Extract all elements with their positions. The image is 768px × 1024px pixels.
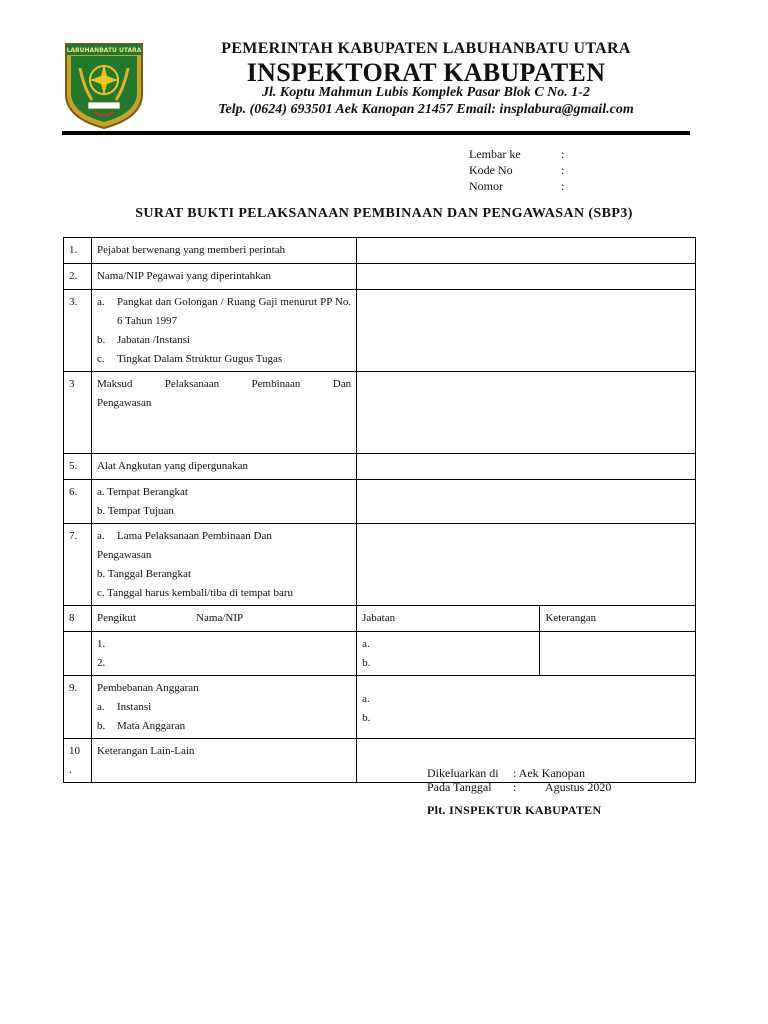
kode-sep: : (561, 163, 565, 177)
lembar-label: Lembar ke (469, 147, 521, 161)
table-row (64, 290, 696, 372)
lembar-sep: : (561, 147, 565, 161)
row-number: 8 (64, 606, 92, 632)
document-title: SURAT BUKTI PELAKSANAAN PEMBINAAN DAN PENGAWASAN (SBP3) (135, 206, 633, 221)
table-row (64, 632, 696, 676)
sub-label: Mata Anggaran (116, 720, 186, 732)
sub-label: a. Tempat Berangkat (96, 486, 188, 498)
kode-label: Kode No (469, 163, 513, 177)
value-cell[interactable] (357, 454, 696, 480)
sub-marker: b. (96, 334, 106, 346)
list-item: b. (362, 712, 371, 724)
date-label: Pada Tanggal (427, 780, 492, 794)
table-row (64, 372, 696, 454)
sub-label: Pangkat dan Golongan / Ruang Gaji menurut PP No. 6 Tahun 1997 (116, 296, 352, 327)
list-item: 2. (96, 657, 106, 669)
sub-marker: a. (96, 701, 105, 713)
sub-marker: c. (96, 353, 105, 365)
sub-label: Pembebanan Anggaran (96, 682, 199, 694)
government-name: PEMERINTAH KABUPATEN LABUHANBATU UTARA (221, 40, 631, 57)
row-number: 2. (64, 264, 92, 290)
row-label: Alat Angkutan yang dipergunakan (91, 454, 356, 480)
pengikut-label: Pengikut (96, 612, 137, 624)
sub-label: Jabatan /Instansi (116, 334, 190, 346)
sub-label: Tingkat Dalam Struktur Gugus Tugas (116, 353, 283, 365)
table-row (64, 264, 696, 290)
signer-title: Plt. INSPEKTUR KABUPATEN (427, 803, 602, 817)
row-number-dot: . (69, 764, 72, 776)
sub-label: Lama Pelaksanaan Pembinaan Dan (116, 530, 272, 542)
issuance-block (427, 766, 611, 794)
row-label-line2: Pengawasan (96, 397, 152, 409)
issued-value: : Aek Kanopan (513, 766, 585, 780)
list-item: b. (362, 657, 371, 669)
sub-label: Pengawasan (96, 549, 152, 561)
row-label (91, 372, 356, 454)
value-cell[interactable] (357, 480, 696, 524)
row-number (64, 632, 92, 676)
table-row (64, 606, 696, 632)
sub-label: Instansi (116, 701, 152, 713)
jabatan-list[interactable] (357, 632, 540, 676)
row-number: 6. (64, 480, 92, 524)
row-number (64, 739, 92, 783)
row-number: 5. (64, 454, 92, 480)
value-cell[interactable] (357, 290, 696, 372)
value-cell[interactable] (357, 524, 696, 606)
row-number-text: 10 (69, 745, 80, 757)
row-label (91, 290, 356, 372)
value-cell[interactable] (357, 372, 696, 454)
row-label (91, 480, 356, 524)
nomor-label: Nomor (469, 179, 503, 193)
row-number: 9. (64, 676, 92, 739)
row-label-line1: Maksud Pelaksanaan Pembinaan Dan (96, 378, 352, 390)
table-row (64, 238, 696, 264)
keterangan-header: Keterangan (540, 606, 696, 632)
pengikut-list[interactable] (91, 632, 356, 676)
row-number: 1. (64, 238, 92, 264)
sub-marker: b. (96, 720, 106, 732)
date-value: Agustus 2020 (545, 780, 612, 794)
sub-marker: a. (96, 296, 105, 308)
sub-label: b. Tempat Tujuan (96, 505, 174, 517)
row-label: Keterangan Lain-Lain (91, 739, 356, 783)
row-label (91, 524, 356, 606)
nomor-sep: : (561, 179, 565, 193)
sub-marker: a. (96, 530, 105, 542)
value-cell[interactable] (357, 676, 696, 739)
value-cell[interactable] (357, 238, 696, 264)
list-item: 1. (96, 638, 106, 650)
row-label: Pejabat berwenang yang memberi perintah (91, 238, 356, 264)
office-contact: Telp. (0624) 693501 Aek Kanopan 21457 Email: insplabura@gmail.com (218, 102, 634, 117)
value-cell[interactable] (357, 264, 696, 290)
row-number: 3. (64, 290, 92, 372)
keterangan-cell[interactable] (540, 632, 696, 676)
office-address: Jl. Koptu Mahmun Lubis Komplek Pasar Blok C No. 1-2 (262, 85, 590, 100)
row-label (91, 606, 356, 632)
row-label (91, 676, 356, 739)
date-sep: : (513, 780, 517, 794)
nama-nip-label: Nama/NIP (196, 612, 244, 624)
jabatan-header: Jabatan (357, 606, 540, 632)
list-item: a. (362, 693, 370, 705)
row-number: 3 (64, 372, 92, 454)
document-meta (469, 146, 564, 194)
row-number: 7. (64, 524, 92, 606)
sbp3-form-table (63, 237, 696, 783)
sub-label: b. Tanggal Berangkat (96, 568, 191, 580)
office-name: INSPEKTORAT KABUPATEN (246, 58, 606, 87)
table-row (64, 454, 696, 480)
table-row (64, 480, 696, 524)
list-item: a. (362, 638, 370, 650)
issued-label: Dikeluarkan di (427, 766, 499, 780)
letterhead-divider (62, 131, 690, 135)
table-row (64, 524, 696, 606)
row-label: Nama/NIP Pegawai yang diperintahkan (91, 264, 356, 290)
svg-text:LABUHANBATU UTARA: LABUHANBATU UTARA (66, 47, 142, 54)
sub-label: c. Tanggal harus kembali/tiba di tempat baru (96, 587, 294, 599)
table-row (64, 676, 696, 739)
